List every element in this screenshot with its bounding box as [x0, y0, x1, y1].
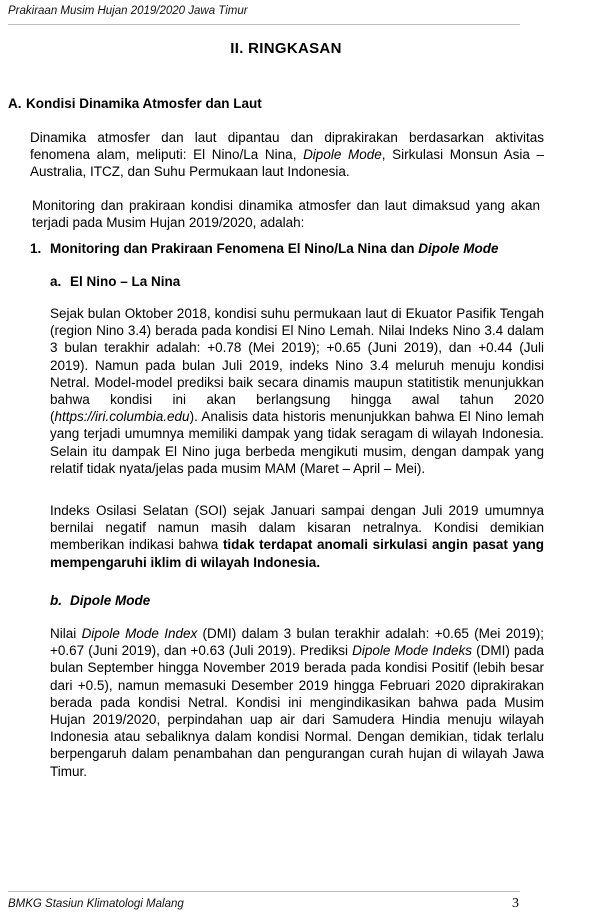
- footer-rule: [8, 891, 520, 892]
- dipole-number: b.: [50, 593, 62, 608]
- text-run: ). Analisis data historis menunjukkan bahwa El Nino lemah yang terjadi umumnya memiliki dampak yang tidak seragam di wilayah Indonesia. Selain itu dampak El Nino juga berbeda mengikuti musim, dengan dampak yang relatif tidak nyata/jelas pada musim MAM (Maret – April – Mei).: [50, 409, 544, 476]
- dipole-title: Dipole Mode: [70, 593, 151, 608]
- source-link[interactable]: https://iri.columbia.edu: [54, 409, 190, 425]
- subsection-1-title: Monitoring dan Prakiraan Fenomena El Nino/La Nina dan: [50, 241, 419, 256]
- subsection-1-title-italic: Dipole Mode: [418, 241, 499, 256]
- el-nino-number: a.: [50, 274, 62, 289]
- text-run: Sejak bulan Oktober 2018, kondisi suhu permukaan laut di Ekuator Pasifik Tengah (region Nino 3.4) berada pada kondisi El Nino Lemah. Nilai Indeks Nino 3.4 dalam 3 bulan terakhir adalah: +0.78 (Mei 2019); +0.65 (Juni 2019), dan +0.44 (Juli 2019). Namun pada bulan Juli 2019, indeks Nino 3.4 meluruh menuju kondisi Netral. Model-model prediksi baik secara dinamis maupun statitistik menunjukkan bahwa kondisi ini akan berlangsung hingga awal tahun 2020 (: [50, 306, 544, 425]
- dipole-paragraph: [50, 625, 544, 780]
- text-run-italic: Dipole Mode Index: [81, 626, 198, 641]
- el-nino-heading: [50, 274, 180, 289]
- section-a-paragraph-2: Monitoring dan prakiraan kondisi dinamika atmosfer dan laut dimaksud yang akan terjadi pada Musim Hujan 2019/2020, adalah:: [32, 198, 540, 231]
- text-run: Indeks Osilasi Selatan (SOI) sejak Januari sampai dengan Juli 2019 umumnya bernilai negatif namun masih dalam kisaran netralnya. Kondisi demikian memberikan indikasi bahwa: [50, 503, 544, 553]
- subsection-1-number: 1.: [30, 241, 42, 256]
- text-run: Nilai: [50, 626, 82, 641]
- el-nino-title: El Nino – La Nina: [70, 274, 181, 289]
- el-nino-paragraph-2: [50, 502, 544, 571]
- text-run-italic: Dipole Mode Indeks: [352, 643, 473, 659]
- page-number: 3: [512, 896, 519, 911]
- dipole-heading: [50, 593, 150, 608]
- text-run-italic: Dipole Mode: [303, 147, 382, 163]
- subsection-1-heading: [30, 241, 499, 256]
- text-run: (DMI) dalam 3 bulan terakhir adalah: +0.65 (Mei 2019); +0.67 (Juni 2019), dan +0.63 (Juli 2019). Prediksi: [50, 626, 544, 659]
- running-footer: BMKG Stasiun Klimatologi Malang: [8, 898, 184, 910]
- running-header: Prakiraan Musim Hujan 2019/2020 Jawa Timur: [8, 5, 248, 17]
- section-a-title: Kondisi Dinamika Atmosfer dan Laut: [26, 96, 262, 111]
- section-a-paragraph-1: [30, 129, 544, 181]
- text-run: (DMI) pada bulan September hingga November 2019 berada pada kondisi Positif (lebih besar dari +0.5), namun memasuki Desember 2019 hingga Februari 2020 diprakirakan berada pada kondisi Netral. Kondisi ini mengindikasikan bahwa pada Musim Hujan 2019/2020, perpindahan uap air dari Samudera Hindia menuju wilayah Indonesia atau sebaliknya dalam kondisi Normal. Dengan demikian, tidak terlalu berpengaruh dalam penambahan dan pengurangan curah hujan di wilayah Jawa Timur.: [50, 643, 544, 779]
- section-a-number: A.: [8, 96, 22, 111]
- text-run: , Sirkulasi Monsun Asia – Australia, ITCZ, dan Suhu Permukaan laut Indonesia.: [30, 147, 544, 180]
- header-rule: [8, 24, 520, 25]
- text-run: Dinamika atmosfer dan laut dipantau dan diprakirakan berdasarkan aktivitas fenomena alam, meliputi: El Nino/La Nina,: [30, 130, 544, 163]
- section-a-heading: [8, 96, 262, 111]
- page-title: II. RINGKASAN: [230, 40, 342, 57]
- text-run-bold: tidak terdapat anomali sirkulasi angin pasat yang mempengaruhi iklim di wilayah Indonesia.: [50, 537, 544, 570]
- el-nino-paragraph-1: [50, 305, 544, 477]
